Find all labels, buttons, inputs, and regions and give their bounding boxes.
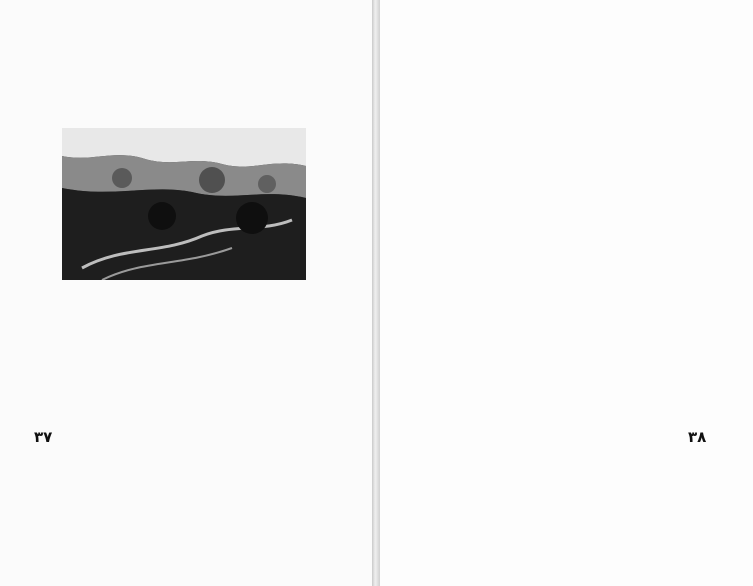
text-line <box>418 490 714 509</box>
text-line <box>418 471 714 490</box>
text-line <box>32 373 348 392</box>
text-line <box>418 395 714 414</box>
text-line <box>32 468 348 487</box>
text-line <box>418 249 714 268</box>
text-line <box>32 59 348 78</box>
text-line <box>418 509 714 528</box>
text-line <box>418 376 714 395</box>
text-line <box>32 354 348 373</box>
text-line <box>418 116 714 135</box>
landscape-photo <box>62 128 306 280</box>
text-line <box>32 525 348 544</box>
text-line <box>418 566 714 585</box>
text-line <box>32 40 348 59</box>
text-line <box>418 452 714 471</box>
right-page <box>376 0 753 586</box>
text-line <box>418 300 714 319</box>
text-line <box>418 338 714 357</box>
text-line <box>418 319 714 338</box>
text-line <box>418 135 714 154</box>
text-line <box>418 59 714 78</box>
text-line <box>418 211 714 230</box>
text-line <box>32 411 348 430</box>
text-line <box>32 316 348 335</box>
text-line <box>418 40 714 59</box>
text-line <box>418 528 714 547</box>
page-number-right: ۳۸ <box>688 428 707 446</box>
text-line <box>418 268 714 287</box>
text-line <box>32 78 348 97</box>
right-page-paragraph-2 <box>418 300 714 586</box>
text-line <box>418 414 714 433</box>
text-line <box>418 433 714 452</box>
text-line <box>418 547 714 566</box>
text-line <box>32 430 348 449</box>
text-line <box>32 563 348 582</box>
text-line <box>32 392 348 411</box>
text-line <box>418 230 714 249</box>
text-line <box>32 97 348 116</box>
left-page-top-paragraph <box>32 40 348 116</box>
text-line <box>418 78 714 97</box>
text-line <box>32 487 348 506</box>
text-line <box>32 582 348 586</box>
text-line <box>32 544 348 563</box>
left-page <box>0 0 376 586</box>
text-line <box>418 357 714 376</box>
book-gutter <box>372 0 380 586</box>
text-line <box>418 173 714 192</box>
text-line <box>418 97 714 116</box>
text-line <box>32 335 348 354</box>
text-line <box>32 449 348 468</box>
text-line <box>32 506 348 525</box>
page-number-left: ۳۷ <box>34 428 53 446</box>
left-page-bottom-paragraph <box>32 316 348 586</box>
right-page-paragraph-1 <box>418 40 714 306</box>
text-line <box>418 192 714 211</box>
text-line <box>418 154 714 173</box>
